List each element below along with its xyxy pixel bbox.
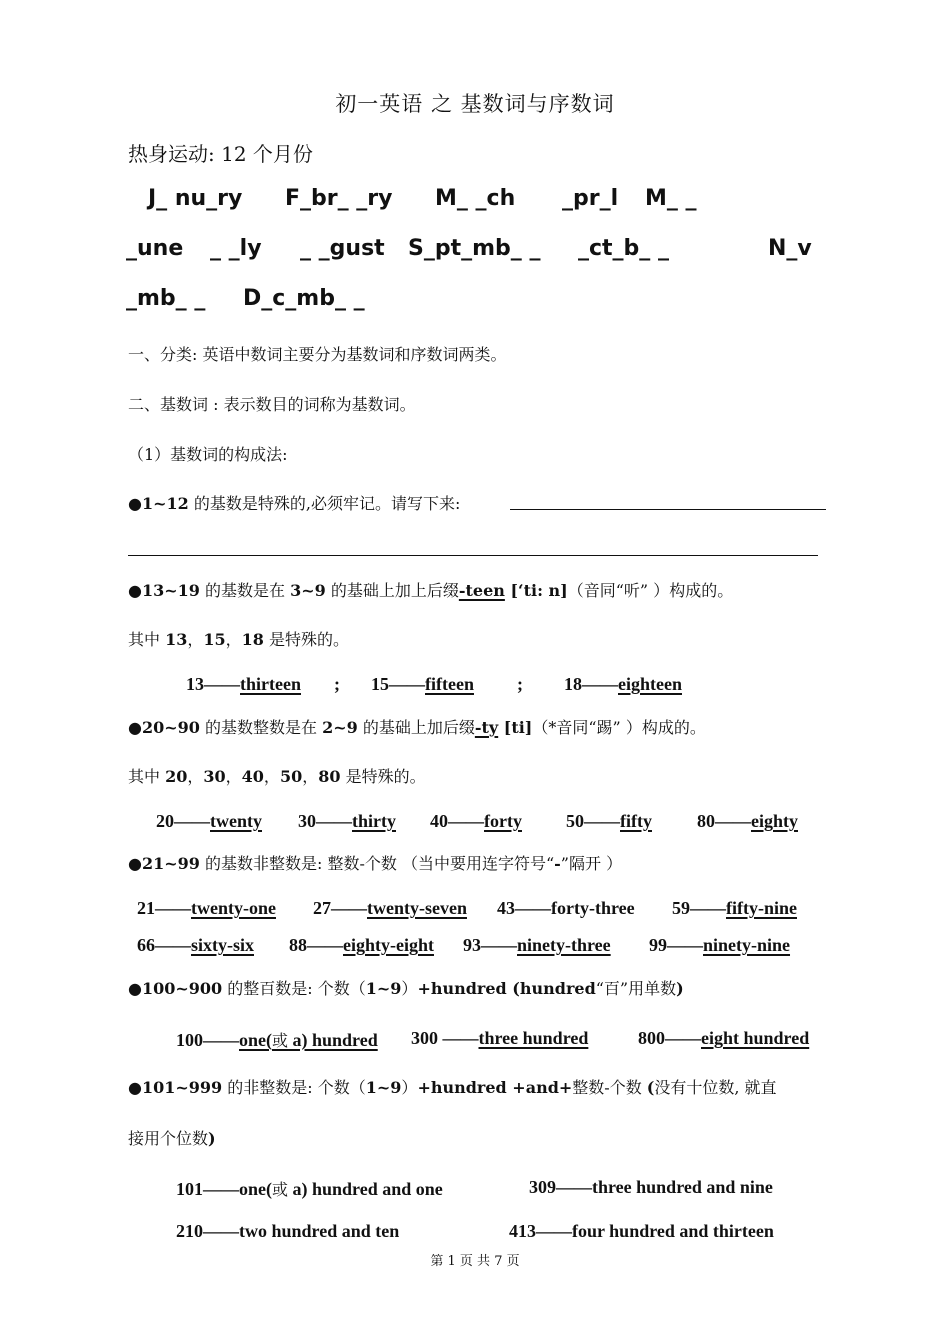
- example-59: 59——fifty-nine: [672, 898, 797, 918]
- answer-line: [128, 555, 818, 556]
- month-blank: D_c_mb_ _: [243, 286, 365, 311]
- page-title: 初一英语 之 基数词与序数词: [335, 92, 615, 116]
- month-blank: M_ _ch: [435, 186, 516, 211]
- page-footer: 第 1 页 共 7 页: [430, 1254, 520, 1269]
- example-15: 15——fifteen: [371, 674, 474, 694]
- example-93: 93——ninety-three: [463, 935, 611, 955]
- warmup-label: 热身运动: 12 个月份: [128, 142, 313, 166]
- month-blank: J_ nu_ry: [148, 186, 243, 211]
- month-blank: _mb_ _: [126, 286, 206, 311]
- month-blank: _ct_b_ _: [578, 236, 669, 261]
- example-66: 66——sixty-six: [137, 935, 254, 955]
- special-note: 其中 13，15，18 是特殊的。: [128, 630, 350, 649]
- month-blank: _ _ly: [210, 236, 262, 261]
- example-30: 30——thirty: [298, 811, 396, 831]
- month-blank: _une: [126, 236, 184, 261]
- rule-13-19: ●13~19 的基数是在 3~9 的基础上加上后缀-teen [‘ti: n]（音同“听” ）构成的。: [128, 581, 734, 600]
- example-18: 18——eighteen: [564, 674, 682, 694]
- rule-21-99: ●21~99 的基数非整数是: 整数-个数 （当中要用连字符号“-”隔开 ）: [128, 854, 623, 873]
- example-13: 13——thirteen: [186, 674, 301, 694]
- example-21: 21——twenty-one: [137, 898, 276, 918]
- month-blank: S_pt_mb_ _: [408, 236, 541, 261]
- example-20: 20——twenty: [156, 811, 262, 831]
- month-blank: F_br_ _ry: [285, 186, 393, 211]
- special-note: 其中 20，30，40，50，80 是特殊的。: [128, 767, 426, 786]
- example-100: 100——one(或 a) hundred: [176, 1030, 378, 1050]
- rule-101-999-cont: 接用个位数): [128, 1129, 216, 1148]
- example-300: 300 ——three hundred: [411, 1028, 589, 1048]
- month-blank: _pr_l: [562, 186, 619, 211]
- example-99: 99——ninety-nine: [649, 935, 791, 955]
- separator: ;: [517, 674, 523, 694]
- separator: ;: [334, 674, 340, 694]
- example-413: 413——four hundred and thirteen: [509, 1221, 774, 1241]
- example-88: 88——eighty-eight: [289, 935, 434, 955]
- subsection-formation: （1）基数词的构成法:: [128, 445, 288, 464]
- rule-101-999: ●101~999 的非整数是: 个数（1~9）+hundred +and+整数-个数 (没有十位数, 就直: [128, 1078, 777, 1097]
- month-blank: N_v: [768, 236, 812, 261]
- section-cardinal: 二、基数词 : 表示数目的词称为基数词。: [128, 395, 416, 414]
- answer-line: [510, 509, 826, 510]
- example-309: 309——three hundred and nine: [529, 1177, 773, 1197]
- rule-100-900: ●100~900 的整百数是: 个数（1~9）+hundred (hundred“百”用单数): [128, 979, 684, 998]
- example-43: 43——forty-three: [497, 898, 635, 918]
- example-210: 210——two hundred and ten: [176, 1221, 400, 1241]
- month-blank: M_ _: [645, 186, 697, 211]
- example-101: 101——one(或 a) hundred and one: [176, 1179, 443, 1199]
- example-40: 40——forty: [430, 811, 522, 831]
- example-50: 50——fifty: [566, 811, 652, 831]
- section-classification: 一、分类: 英语中数词主要分为基数词和序数词两类。: [128, 345, 507, 364]
- month-blank: _ _gust: [300, 236, 385, 261]
- example-800: 800——eight hundred: [638, 1028, 810, 1048]
- example-27: 27——twenty-seven: [313, 898, 467, 918]
- rule-20-90: ●20~90 的基数整数是在 2~9 的基础上加后缀-ty [ti]（*音同“踢” ）构成的。: [128, 718, 706, 737]
- rule-1-12: ●1~12 的基数是特殊的,必须牢记。请写下来:: [128, 494, 461, 513]
- example-80: 80——eighty: [697, 811, 798, 831]
